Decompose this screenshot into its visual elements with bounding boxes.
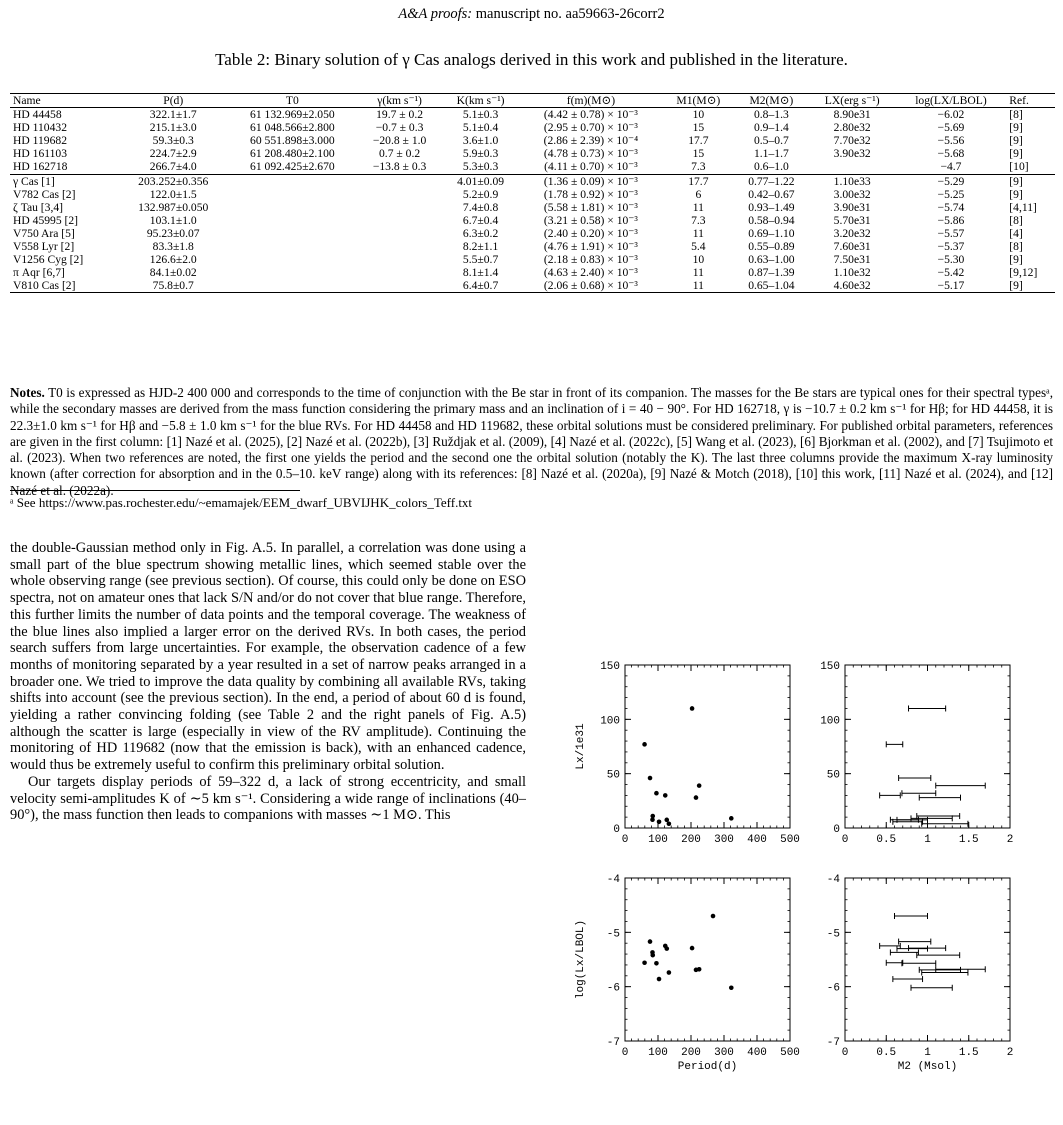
y-tick-label: 50 bbox=[826, 769, 840, 782]
data-point bbox=[654, 961, 659, 966]
table-cell: −5.74 bbox=[937, 200, 965, 214]
column-header: K(km s⁻¹) bbox=[442, 94, 519, 108]
figure-panels bbox=[555, 655, 1035, 1085]
table-cell: (4.42 ± 0.78) × 10⁻³ bbox=[543, 108, 638, 122]
table-cell: [4,11] bbox=[1009, 200, 1037, 214]
table-cell: −5.25 bbox=[937, 187, 965, 201]
column-header: M2(M⊙) bbox=[734, 94, 809, 108]
notes-text: T0 is expressed as HJD-2 400 000 and corresponds to the time of conjunction with the Be star in front of its companion. The masses for the Be stars are typical ones for their spectral typesᵃ, while the secondary masses are derived from the mass function considering the primary mass and an inclination of i = 40 − 90°. For HD 162718, γ is −10.7 ± 0.2 km s⁻¹ for Hβ; for HD 44458, it is 22.3±1.0 km s⁻¹ for Hβ and −5.8 ± 1.0 km s⁻¹ for the blue RVs. For HD 44458 and HD 119682, these orbital solutions must be considered preliminary. For published orbital parameters, references are given in the first column: [1] Nazé et al. (2025), [2] Nazé et al. (2022b), [3] Ruždjak et al. (2009), [4] Nazé et al. (2022c), [5] Wang et al. (2023), [6] Bjorkman et al. (2002), and [7] Tsujimoto et al. (2023). When two references are noted, the first one yields the period and the second one the orbital solution (notably the K). The last three columns provide the maximum X-ray luminosity known (after correction for absorption and in the 0.5–10. keV range) along with its references: [8] Nazé et al. (2020a), [9] Nazé & Motch (2018), [10] this work, [11] Nazé et al. (2024), and [12] Nazé et al. (2022a). bbox=[10, 385, 1053, 498]
table-row bbox=[10, 214, 1055, 227]
table-cell: HD 110432 bbox=[13, 121, 67, 135]
table-cell: 2.80e32 bbox=[833, 121, 871, 135]
table-cell: 83.3±1.8 bbox=[152, 240, 194, 254]
table-cell: (3.21 ± 0.58) × 10⁻³ bbox=[543, 213, 638, 227]
y-tick-label: -6 bbox=[826, 982, 840, 995]
table-cell bbox=[357, 279, 442, 293]
table-row bbox=[10, 147, 1055, 160]
column-header: P(d) bbox=[119, 94, 228, 108]
table-cell: 1.10e32 bbox=[833, 266, 871, 280]
x-axis-label: Period(d) bbox=[677, 1061, 738, 1073]
table-cell: 0.8–1.3 bbox=[753, 108, 789, 122]
table-cell bbox=[357, 253, 442, 266]
table-cell: 75.8±0.7 bbox=[119, 279, 228, 293]
table-cell: 0.9–1.4 bbox=[753, 121, 789, 135]
table-cell: 15 bbox=[692, 121, 705, 135]
y-tick-label: -7 bbox=[606, 1037, 620, 1049]
table-cell: −0.7 ± 0.3 bbox=[375, 121, 424, 135]
table-cell: 5.2±0.9 bbox=[462, 187, 499, 201]
table-body bbox=[10, 108, 1055, 293]
table-cell: 84.1±0.02 bbox=[149, 266, 197, 280]
table-cell: 7.4±0.8 bbox=[462, 200, 499, 214]
notes-label: Notes. bbox=[10, 385, 45, 400]
data-point bbox=[650, 953, 655, 958]
x-tick-label: 0 bbox=[841, 1047, 849, 1059]
y-tick-label: -5 bbox=[826, 928, 840, 941]
table-cell bbox=[228, 253, 357, 266]
table-cell: (1.78 ± 0.92) × 10⁻³ bbox=[543, 187, 638, 201]
table-cell: 59.3±0.3 bbox=[152, 134, 194, 148]
data-point bbox=[654, 791, 659, 796]
table-row bbox=[10, 279, 1055, 293]
table-cell: 17.7 bbox=[688, 134, 709, 148]
table-cell: π Aqr [6,7] bbox=[13, 266, 65, 280]
data-point bbox=[690, 706, 695, 711]
table-caption: Table 2: Binary solution of γ Cas analogs derived in this work and published in the literature. bbox=[215, 50, 848, 69]
table-row bbox=[10, 266, 1055, 279]
table-cell: 0.93–1.49 bbox=[748, 200, 795, 214]
running-header bbox=[0, 6, 1063, 23]
column-header: f(m)(M⊙) bbox=[519, 94, 663, 108]
table-cell: 3.20e32 bbox=[833, 226, 871, 240]
table-cell: 61 208.480±2.100 bbox=[250, 147, 335, 161]
table-cell: 1.10e33 bbox=[809, 174, 896, 188]
table-row bbox=[10, 240, 1055, 253]
table-row bbox=[10, 201, 1055, 214]
data-point bbox=[690, 946, 695, 951]
table-header-row bbox=[10, 94, 1055, 108]
table-cell: −5.68 bbox=[937, 147, 965, 161]
table-cell: 0.69–1.10 bbox=[748, 226, 795, 240]
table-cell: −6.02 bbox=[937, 108, 965, 122]
table-cell: [9,12] bbox=[1009, 266, 1038, 280]
x-tick-label: 0 bbox=[621, 834, 629, 846]
table-cell bbox=[228, 201, 357, 214]
plot-panel bbox=[827, 874, 1014, 1073]
data-point bbox=[729, 985, 734, 990]
table-cell bbox=[228, 227, 357, 240]
data-point bbox=[711, 914, 716, 919]
x-tick-label: 1 bbox=[924, 1047, 931, 1059]
x-tick-label: 500 bbox=[780, 1047, 800, 1059]
table-row bbox=[10, 134, 1055, 147]
table-cell: (2.95 ± 0.70) × 10⁻³ bbox=[543, 121, 638, 135]
table-cell bbox=[357, 266, 442, 279]
y-tick-label: -5 bbox=[606, 928, 620, 941]
table-cell bbox=[228, 174, 357, 188]
table-cell: 19.7 ± 0.2 bbox=[376, 108, 424, 122]
table-cell: [9] bbox=[1009, 121, 1023, 135]
table-cell: [9] bbox=[1009, 147, 1023, 161]
data-point bbox=[642, 742, 647, 747]
x-tick-label: 300 bbox=[714, 834, 734, 846]
table-cell: 5.4 bbox=[691, 240, 706, 254]
table-cell: (5.58 ± 1.81) × 10⁻³ bbox=[543, 200, 638, 214]
table-cell: 17.7 bbox=[663, 174, 734, 188]
table-cell: 103.1±1.0 bbox=[149, 213, 197, 227]
y-tick-label: 50 bbox=[606, 769, 620, 782]
table-cell: HD 44458 bbox=[13, 108, 62, 122]
table-cell: 5.3±0.3 bbox=[462, 160, 499, 174]
table-row bbox=[10, 253, 1055, 266]
y-axis-label: log(Lx/LBOL) bbox=[575, 919, 587, 1000]
table-cell: [9] bbox=[1006, 279, 1055, 293]
table-cell: −5.42 bbox=[937, 266, 965, 280]
table-cell bbox=[357, 188, 442, 201]
table-cell: 1.1–1.7 bbox=[753, 147, 789, 161]
x-tick-label: 0 bbox=[621, 1047, 629, 1059]
y-tick-label: 100 bbox=[820, 715, 840, 728]
table-cell: 3.00e32 bbox=[833, 187, 871, 201]
table-cell: (2.18 ± 0.83) × 10⁻³ bbox=[543, 253, 638, 267]
table-notes bbox=[10, 385, 1053, 499]
x-tick-label: 100 bbox=[648, 1047, 668, 1059]
table-cell bbox=[357, 227, 442, 240]
table-cell: 8.1±1.4 bbox=[462, 266, 499, 280]
table-cell: 4.60e32 bbox=[809, 279, 896, 293]
table-cell bbox=[809, 160, 896, 174]
binary-solution-table bbox=[10, 93, 1055, 293]
table-row bbox=[10, 160, 1055, 174]
table-cell bbox=[357, 201, 442, 214]
table-cell bbox=[228, 240, 357, 253]
data-point bbox=[648, 776, 653, 781]
data-point bbox=[729, 816, 734, 821]
table-cell: [9] bbox=[1009, 187, 1023, 201]
data-point bbox=[697, 967, 702, 972]
table-cell: V810 Cas [2] bbox=[10, 279, 119, 293]
column-header: T0 bbox=[228, 94, 357, 108]
footnote: ᵃ See https://www.pas.rochester.edu/~emamajek/EEM_dwarf_UBVIJHK_colors_Teff.txt bbox=[10, 495, 473, 510]
table-cell: [10] bbox=[1009, 160, 1029, 174]
plot-panel bbox=[575, 661, 800, 846]
y-tick-label: 0 bbox=[613, 824, 620, 836]
table-cell: 5.70e31 bbox=[833, 213, 871, 227]
table-cell: 266.7±4.0 bbox=[149, 160, 197, 174]
table-cell: 15 bbox=[692, 147, 705, 161]
table-cell: 0.87–1.39 bbox=[748, 266, 795, 280]
table-cell bbox=[357, 174, 442, 188]
data-point bbox=[657, 977, 662, 982]
x-tick-label: 1.5 bbox=[958, 834, 979, 846]
table-cell: 95.23±0.07 bbox=[146, 226, 200, 240]
table-cell: 5.5±0.7 bbox=[462, 253, 499, 267]
plot-panel bbox=[575, 874, 800, 1073]
table-row bbox=[10, 108, 1055, 122]
table-cell: V750 Ara [5] bbox=[13, 226, 75, 240]
table-cell: 0.7 ± 0.2 bbox=[379, 147, 421, 161]
table-cell: (2.86 ± 2.39) × 10⁻⁴ bbox=[543, 134, 639, 148]
y-tick-label: 0 bbox=[833, 824, 840, 836]
column-header: M1(M⊙) bbox=[663, 94, 734, 108]
table-cell: −5.86 bbox=[937, 213, 965, 227]
table-cell: 0.5–0.7 bbox=[753, 134, 789, 148]
table-cell: 0.77–1.22 bbox=[734, 174, 809, 188]
data-point bbox=[697, 783, 702, 788]
table-cell: HD 161103 bbox=[13, 147, 67, 161]
table-cell: 7.3 bbox=[691, 160, 706, 174]
table-cell: γ Cas [1] bbox=[10, 174, 119, 188]
x-tick-label: 0.5 bbox=[876, 1047, 897, 1059]
table-cell: 11 bbox=[692, 200, 704, 214]
table-cell bbox=[228, 266, 357, 279]
table-cell: 8.90e31 bbox=[833, 108, 871, 122]
table-cell: 61 132.969±2.050 bbox=[250, 108, 335, 122]
data-point bbox=[667, 970, 672, 975]
y-tick-label: -4 bbox=[826, 874, 840, 886]
y-tick-label: -6 bbox=[606, 982, 620, 995]
manuscript-number: manuscript no. aa59663-26corr2 bbox=[475, 6, 665, 22]
table-row bbox=[10, 227, 1055, 240]
x-tick-label: 0 bbox=[841, 834, 849, 846]
table-cell: 5.1±0.3 bbox=[462, 108, 499, 122]
table-cell: [8] bbox=[1009, 240, 1023, 254]
table-cell: 11 bbox=[692, 226, 704, 240]
table-cell: V558 Lyr [2] bbox=[13, 240, 75, 254]
table-cell: 61 092.425±2.670 bbox=[250, 160, 335, 174]
table-cell bbox=[228, 279, 357, 293]
table-cell: [4] bbox=[1009, 226, 1023, 240]
table-cell: 6.7±0.4 bbox=[462, 213, 499, 227]
table-cell: 3.90e32 bbox=[833, 147, 871, 161]
table-cell: −5.57 bbox=[937, 226, 965, 240]
table-cell: 203.252±0.356 bbox=[119, 174, 228, 188]
data-point bbox=[664, 946, 669, 951]
data-point bbox=[667, 821, 672, 826]
table-cell: −5.30 bbox=[937, 253, 965, 267]
table-cell bbox=[357, 214, 442, 227]
x-axis-label: M2 (Msol) bbox=[897, 1061, 958, 1073]
column-header: LX(erg s⁻¹) bbox=[809, 94, 896, 108]
column-header: log(LX/LBOL) bbox=[896, 94, 1007, 108]
x-tick-label: 1 bbox=[924, 834, 931, 846]
column-header: γ(km s⁻¹) bbox=[357, 94, 442, 108]
table-cell: 7.60e31 bbox=[833, 240, 871, 254]
table-cell: 5.1±0.4 bbox=[462, 121, 499, 135]
x-tick-label: 300 bbox=[714, 1047, 734, 1059]
table-cell: 7.50e31 bbox=[833, 253, 871, 267]
paragraph: Our targets display periods of 59–322 d, a lack of strong eccentricity, and small velocity semi-amplitudes K of ∼5 km s⁻¹. Considering a wide range of inclinations (40–90°), the mass function then leads to companions with masses ∼1 M⊙. This bbox=[10, 773, 526, 824]
table-cell: −5.56 bbox=[937, 134, 965, 148]
table-cell: 5.9±0.3 bbox=[462, 147, 499, 161]
table-cell: 3.6±1.0 bbox=[462, 134, 499, 148]
data-point bbox=[642, 960, 647, 965]
table-cell: −5.29 bbox=[896, 174, 1007, 188]
table-cell: −5.69 bbox=[937, 121, 965, 135]
y-tick-label: -4 bbox=[606, 874, 620, 886]
x-tick-label: 500 bbox=[780, 834, 800, 846]
table-cell: 0.58–0.94 bbox=[748, 213, 795, 227]
table-cell: V782 Cas [2] bbox=[13, 187, 76, 201]
plot-frame bbox=[625, 665, 790, 828]
table-cell: HD 162718 bbox=[13, 160, 68, 174]
table-cell: 10 bbox=[692, 253, 705, 267]
x-tick-label: 400 bbox=[747, 834, 767, 846]
table-cell: −4.7 bbox=[940, 160, 962, 174]
body-text bbox=[10, 540, 526, 824]
footnote-rule bbox=[10, 490, 300, 491]
x-tick-label: 200 bbox=[681, 834, 701, 846]
table-cell: −20.8 ± 1.0 bbox=[372, 134, 427, 148]
table-cell: 0.42–0.67 bbox=[748, 187, 795, 201]
x-tick-label: 400 bbox=[747, 1047, 767, 1059]
table-cell: 3.90e31 bbox=[833, 200, 871, 214]
table-cell: 215.1±3.0 bbox=[149, 121, 197, 135]
table-cell: 6.3±0.2 bbox=[462, 226, 499, 240]
y-tick-label: -7 bbox=[826, 1037, 840, 1049]
table-cell: 122.0±1.5 bbox=[149, 187, 197, 201]
journal-name: A&A proofs: bbox=[398, 6, 473, 22]
table-cell: [8] bbox=[1009, 108, 1023, 122]
table-cell: (2.40 ± 0.20) × 10⁻³ bbox=[543, 226, 638, 240]
table-cell: 7.70e32 bbox=[833, 134, 871, 148]
table-cell: 126.6±2.0 bbox=[149, 253, 197, 267]
table-cell: 11 bbox=[663, 279, 734, 293]
table-cell: 0.6–1.0 bbox=[753, 160, 789, 174]
y-tick-label: 150 bbox=[600, 661, 620, 673]
table-cell: (4.63 ± 2.40) × 10⁻³ bbox=[543, 266, 638, 280]
table-cell: −5.17 bbox=[896, 279, 1007, 293]
table-cell: 8.2±1.1 bbox=[462, 240, 499, 254]
table-cell: 0.55–0.89 bbox=[748, 240, 795, 254]
x-tick-label: 200 bbox=[681, 1047, 701, 1059]
column-header: Name bbox=[10, 94, 119, 108]
x-tick-label: 2 bbox=[1006, 1047, 1014, 1059]
table-cell: (1.36 ± 0.09) × 10⁻³ bbox=[519, 174, 663, 188]
data-point bbox=[657, 820, 662, 825]
table-cell: HD 45995 [2] bbox=[13, 213, 79, 227]
x-tick-label: 1.5 bbox=[958, 1047, 979, 1059]
table-cell: 132.987±0.050 bbox=[138, 200, 209, 214]
table-cell bbox=[228, 214, 357, 227]
table-cell: 60 551.898±3.000 bbox=[250, 134, 335, 148]
plot-frame bbox=[845, 665, 1010, 828]
table-cell: (2.06 ± 0.68) × 10⁻³ bbox=[519, 279, 663, 293]
table-cell: 0.65–1.04 bbox=[734, 279, 809, 293]
table-cell: (4.11 ± 0.70) × 10⁻³ bbox=[544, 160, 638, 174]
table-row bbox=[10, 174, 1055, 188]
table-cell: 11 bbox=[692, 266, 704, 280]
x-tick-label: 2 bbox=[1006, 834, 1014, 846]
table-cell: 322.1±1.7 bbox=[149, 108, 197, 122]
paragraph: the double-Gaussian method only in Fig. A.5. In parallel, a correlation was done using a small part of the blue spectrum showing metallic lines, which seemed stable over the whole observing range (see previous section). Of course, this could only be done on ESO spectra, not on amateur ones that lack S/N and/or do not cover that blue range. Therefore, this further limits the number of data points and the temporal coverage. The weakness of the blue lines also implied a larger error on the derived RVs. In both cases, the period search suffers from large uncertainties. For example, the observation cadence of a few months of monitoring separated by a year resulted in a set of narrow peaks arranged in a broader one. We tried to improve the data quality by combining all available RVs, taking shifts into account (see the previous section). In the end, a period of about 60 d is found, yielding a rather convincing folding (see Table 2 and the right panels of Fig. A.5) although the scatter is large (especially in view of the RV amplitude). Continuing the monitoring of HD 119682 (now that the emission is back), with an enhanced cadence, would thus be extremely useful to confirm this preliminary orbital solution. bbox=[10, 540, 526, 774]
data-point bbox=[664, 818, 669, 823]
table-cell bbox=[357, 240, 442, 253]
table-cell: −13.8 ± 0.3 bbox=[372, 160, 427, 174]
table-cell: 10 bbox=[692, 108, 705, 122]
table-cell: 224.7±2.9 bbox=[149, 147, 197, 161]
plot-panel bbox=[820, 661, 1013, 846]
table-cell: [8] bbox=[1009, 213, 1023, 227]
table-cell: HD 119682 bbox=[13, 134, 67, 148]
data-point bbox=[648, 939, 653, 944]
plot-frame bbox=[625, 878, 790, 1041]
table-cell: −5.37 bbox=[937, 240, 965, 254]
y-tick-label: 100 bbox=[600, 715, 620, 728]
data-point bbox=[663, 793, 668, 798]
table-cell: (4.76 ± 1.91) × 10⁻³ bbox=[543, 240, 638, 254]
table-cell: V1256 Cyg [2] bbox=[13, 253, 84, 267]
data-point bbox=[650, 814, 655, 819]
table-cell bbox=[228, 188, 357, 201]
y-tick-label: 150 bbox=[820, 661, 840, 673]
x-tick-label: 100 bbox=[648, 834, 668, 846]
table-cell: 0.63–1.00 bbox=[748, 253, 795, 267]
table-cell: ζ Tau [3,4] bbox=[13, 200, 64, 214]
table-cell: (4.78 ± 0.73) × 10⁻³ bbox=[543, 147, 638, 161]
table-cell: 61 048.566±2.800 bbox=[250, 121, 335, 135]
plot-frame bbox=[845, 878, 1010, 1041]
table-cell: [9] bbox=[1009, 134, 1023, 148]
table-cell: [9] bbox=[1006, 174, 1055, 188]
y-axis-label: Lx/1e31 bbox=[575, 723, 587, 770]
table-cell: 4.01±0.09 bbox=[442, 174, 519, 188]
table-cell: [9] bbox=[1009, 253, 1023, 267]
x-tick-label: 0.5 bbox=[876, 834, 897, 846]
data-point bbox=[694, 795, 699, 800]
table-cell: 6.4±0.7 bbox=[442, 279, 519, 293]
column-header: Ref. bbox=[1006, 94, 1055, 108]
table-row bbox=[10, 121, 1055, 134]
table-cell: 7.3 bbox=[691, 213, 706, 227]
table-cell: 6 bbox=[695, 187, 702, 201]
table-row bbox=[10, 188, 1055, 201]
